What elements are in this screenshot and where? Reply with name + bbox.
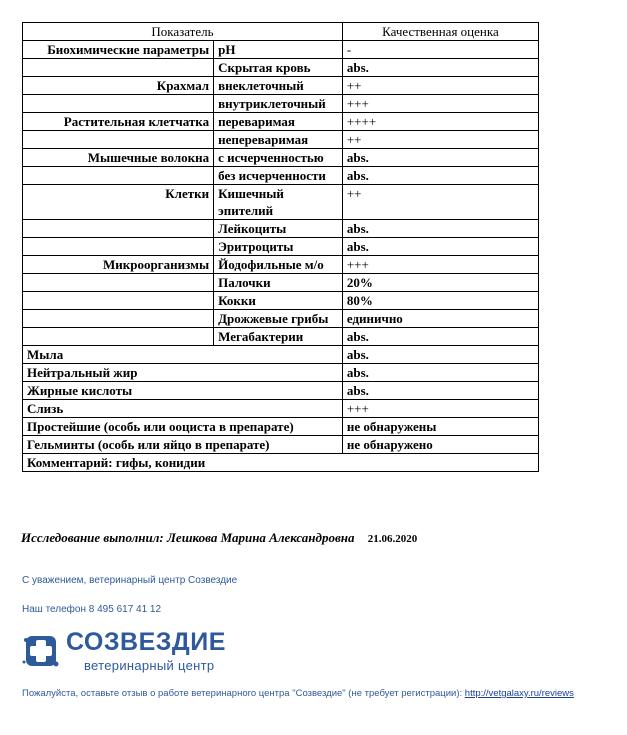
param-cell: Кокки <box>214 292 343 310</box>
regards-text: С уважением, ветеринарный центр Созвездие <box>22 575 238 586</box>
value-cell: abs. <box>342 167 538 185</box>
value-cell: abs. <box>342 149 538 167</box>
group-cell <box>23 274 214 292</box>
value-cell: ++ <box>342 77 538 95</box>
value-cell: ++ <box>342 185 538 220</box>
logo-name: СОЗВЕЗДИЕ <box>66 628 226 656</box>
performer-name: Лешкова Марина Александровна <box>167 530 355 545</box>
header-indicator: Показатель <box>23 23 343 41</box>
value-cell: +++ <box>342 400 538 418</box>
comment-row <box>23 454 539 472</box>
value-cell: abs. <box>342 328 538 346</box>
group-cell <box>23 328 214 346</box>
table-row <box>23 418 539 436</box>
value-cell: abs. <box>342 382 538 400</box>
table-row <box>23 436 539 454</box>
value-cell: ++++ <box>342 113 538 131</box>
param-cell: с исчерченностью <box>214 149 343 167</box>
group-cell <box>23 292 214 310</box>
table-row <box>23 346 539 364</box>
value-cell: abs. <box>342 346 538 364</box>
table-row <box>23 382 539 400</box>
table-row <box>23 59 539 77</box>
table-row <box>23 220 539 238</box>
group-cell <box>23 238 214 256</box>
table-row <box>23 41 539 59</box>
value-cell: единично <box>342 310 538 328</box>
group-cell: Биохимические параметры <box>23 41 214 59</box>
param-cell: Эритроциты <box>214 238 343 256</box>
table-row <box>23 185 539 220</box>
param-cell: pH <box>214 41 343 59</box>
group-cell <box>23 59 214 77</box>
param-cell: Гельминты (особь или яйцо в препарате) <box>23 436 343 454</box>
comment-cell: Комментарий: гифы, конидии <box>23 454 539 472</box>
param-cell: Кишечный эпителий <box>214 185 343 220</box>
value-cell: не обнаружено <box>342 436 538 454</box>
table-row <box>23 310 539 328</box>
table-row <box>23 256 539 274</box>
table-row <box>23 400 539 418</box>
value-cell: abs. <box>342 59 538 77</box>
value-cell: +++ <box>342 95 538 113</box>
table-row <box>23 149 539 167</box>
param-cell: внеклеточный <box>214 77 343 95</box>
group-cell: Клетки <box>23 185 214 220</box>
table-row <box>23 167 539 185</box>
table-row <box>23 274 539 292</box>
report-date: 21.06.2020 <box>367 533 418 545</box>
value-cell: abs. <box>342 238 538 256</box>
param-cell: Йодофильные м/о <box>214 256 343 274</box>
phone-text: Наш телефон 8 495 617 41 12 <box>22 604 162 615</box>
value-cell: ++ <box>342 131 538 149</box>
review-link[interactable]: http://vetgalaxy.ru/reviews <box>464 688 574 699</box>
review-request <box>22 688 574 699</box>
group-cell: Микроорганизмы <box>23 256 214 274</box>
header-evaluation: Качественная оценка <box>342 23 538 41</box>
param-cell: Лейкоциты <box>214 220 343 238</box>
value-cell: +++ <box>342 256 538 274</box>
param-cell: Слизь <box>23 400 343 418</box>
table-header-row <box>23 23 539 41</box>
value-cell: abs. <box>342 364 538 382</box>
table-row <box>23 77 539 95</box>
group-cell: Крахмал <box>23 77 214 95</box>
constellation-logo-icon <box>22 632 60 670</box>
logo-subtitle: ветеринарный центр <box>84 658 215 673</box>
value-cell: - <box>342 41 538 59</box>
performed-label: Исследование выполнил: <box>21 530 164 545</box>
param-cell: переваримая <box>214 113 343 131</box>
group-cell <box>23 167 214 185</box>
group-cell: Мышечные волокна <box>23 149 214 167</box>
group-cell <box>23 131 214 149</box>
param-cell: Простейшие (особь или ооциста в препарате) <box>23 418 343 436</box>
value-cell: 80% <box>342 292 538 310</box>
param-cell: Мыла <box>23 346 343 364</box>
param-cell: без исчерченности <box>214 167 343 185</box>
table-row <box>23 95 539 113</box>
value-cell: не обнаружены <box>342 418 538 436</box>
param-cell: Нейтральный жир <box>23 364 343 382</box>
table-row <box>23 292 539 310</box>
param-cell: Палочки <box>214 274 343 292</box>
results-table <box>22 22 539 472</box>
group-cell <box>23 95 214 113</box>
group-cell: Растительная клетчатка <box>23 113 214 131</box>
table-row <box>23 131 539 149</box>
param-cell: Мегабактерии <box>214 328 343 346</box>
group-cell <box>23 310 214 328</box>
param-cell: Скрытая кровь <box>214 59 343 77</box>
review-text: Пожалуйста, оставьте отзыв о работе ветеринарного центра "Созвездие" (не требует регистрации): <box>22 688 463 699</box>
param-cell: непереваримая <box>214 131 343 149</box>
clinic-logo <box>22 630 242 676</box>
value-cell: abs. <box>342 220 538 238</box>
param-cell: Дрожжевые грибы <box>214 310 343 328</box>
value-cell: 20% <box>342 274 538 292</box>
table-row <box>23 364 539 382</box>
table-row <box>23 238 539 256</box>
param-cell: внутриклеточный <box>214 95 343 113</box>
group-cell <box>23 220 214 238</box>
table-row <box>23 328 539 346</box>
param-cell: Жирные кислоты <box>23 382 343 400</box>
performed-by <box>21 530 417 546</box>
table-row <box>23 113 539 131</box>
